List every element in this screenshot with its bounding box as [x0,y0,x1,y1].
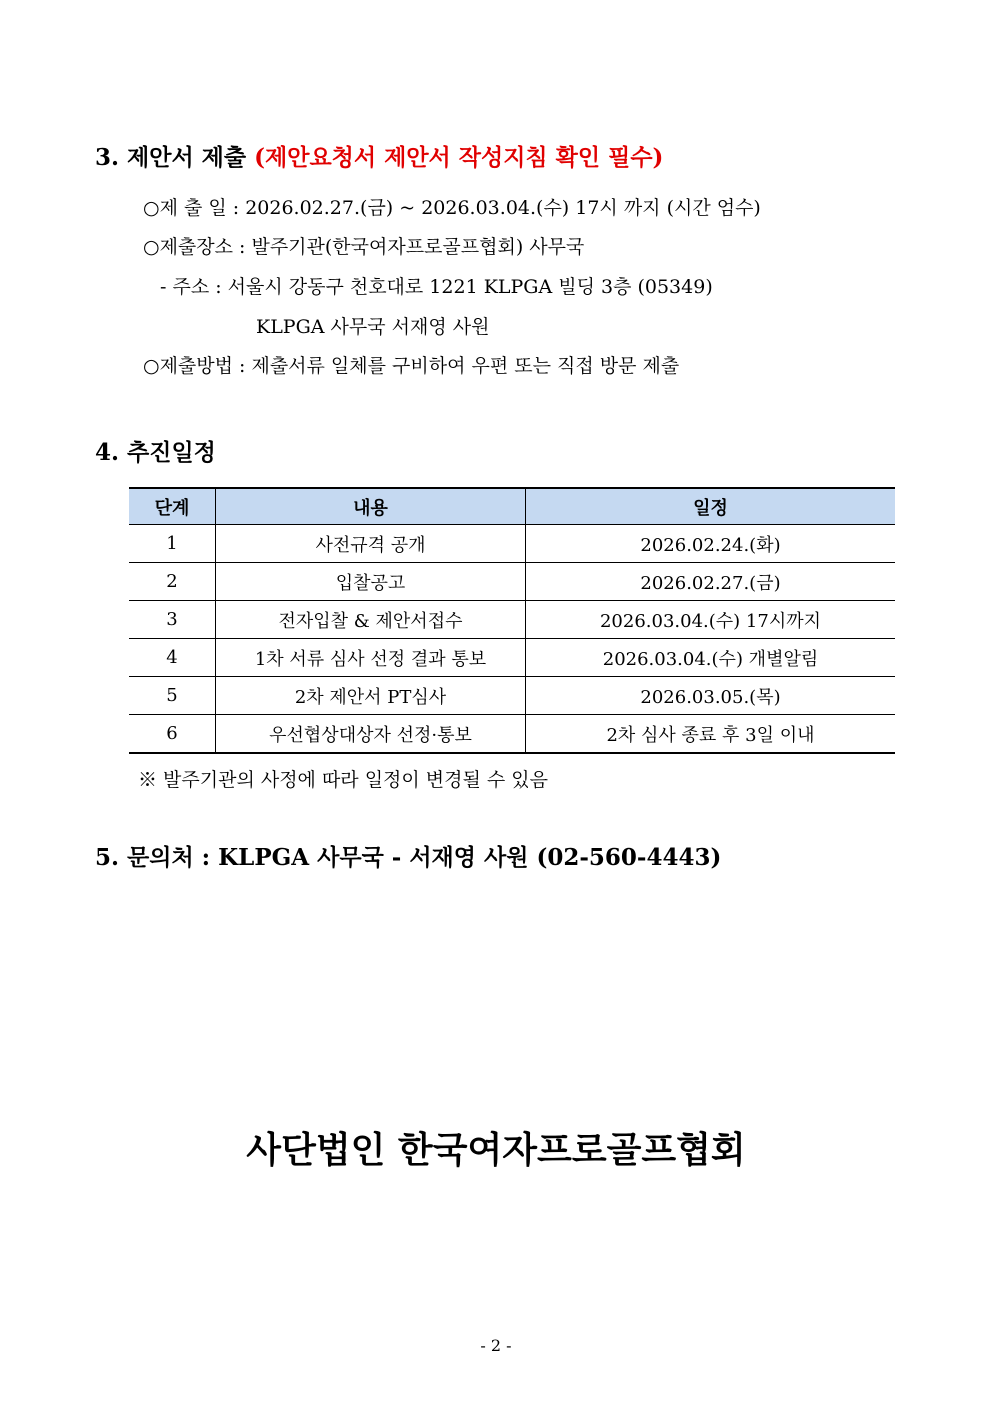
schedule-cell: 2026.03.05.(목) [526,677,896,715]
schedule-cell: 2026.02.24.(화) [526,525,896,563]
address-line: - 주소 : 서울시 강동구 천호대로 1221 KLPGA 빌딩 3층 (05349) [160,276,713,298]
section5-title: 5. 문의처 : KLPGA 사무국 - 서재영 사원 (02-560-4443) [95,844,722,871]
step-cell: 5 [129,677,216,715]
content-cell: 사전규격 공개 [216,525,526,563]
schedule-cell: 2026.02.27.(금) [526,563,896,601]
table-header-row [129,488,895,525]
header-step: 단계 [129,488,216,525]
table-row [129,639,895,677]
step-cell: 4 [129,639,216,677]
content-cell: 우선협상대상자 선정·통보 [216,715,526,754]
content-cell: 1차 서류 심사 선정 결과 통보 [216,639,526,677]
content-cell: 입찰공고 [216,563,526,601]
step-cell: 2 [129,563,216,601]
step-cell: 3 [129,601,216,639]
schedule-cell: 2차 심사 종료 후 3일 이내 [526,715,896,754]
schedule-cell: 2026.03.04.(수) 17시까지 [526,601,896,639]
address-contact-line: KLPGA 사무국 서재영 사원 [256,316,490,338]
submission-place-line: ○제출장소 : 발주기관(한국여자프로골프협회) 사무국 [143,236,585,258]
content-cell: 2차 제안서 PT심사 [216,677,526,715]
submission-date-line: ○제 출 일 : 2026.02.27.(금) ~ 2026.03.04.(수) 17시 까지 (시간 엄수) [143,197,761,219]
page-number: - 2 - [480,1336,512,1355]
content-cell: 전자입찰 & 제안서접수 [216,601,526,639]
table-row [129,677,895,715]
schedule-table [129,487,895,754]
submission-method-line: ○제출방법 : 제출서류 일체를 구비하여 우편 또는 직접 방문 제출 [143,355,680,377]
table-row [129,525,895,563]
table-row [129,601,895,639]
table-row [129,715,895,754]
step-cell: 6 [129,715,216,754]
header-content: 내용 [216,488,526,525]
schedule-footnote: ※ 발주기관의 사정에 따라 일정이 변경될 수 있음 [138,769,549,791]
step-cell: 1 [129,525,216,563]
section3-heading [95,139,663,172]
section3-title: 3. 제안서 제출 [95,144,247,171]
table-row [129,563,895,601]
organization-name: 사단법인 한국여자프로골프협회 [246,1129,746,1171]
section4-title: 4. 추진일정 [95,439,216,466]
section3-note: (제안요청서 제안서 작성지침 확인 필수) [254,144,664,171]
schedule-cell: 2026.03.04.(수) 개별알림 [526,639,896,677]
header-schedule: 일정 [526,488,896,525]
